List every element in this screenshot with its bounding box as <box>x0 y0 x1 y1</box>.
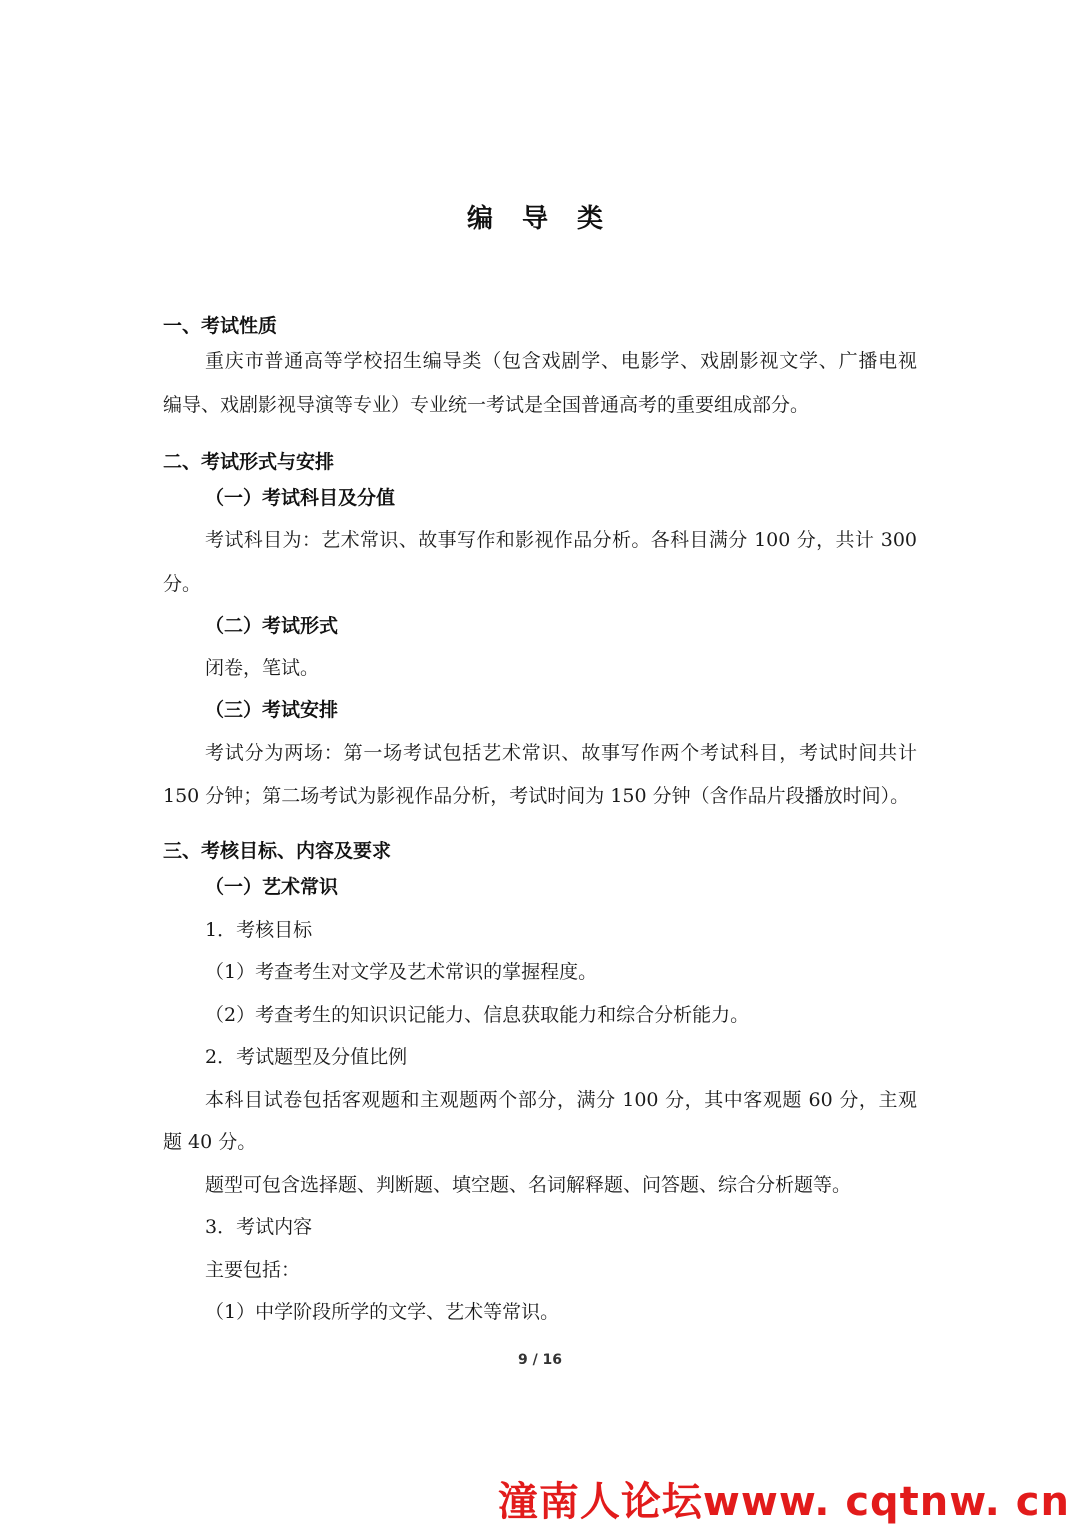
paragraph-line: 分。 <box>163 573 202 595</box>
section-heading-1: 一、考试性质 <box>163 315 278 337</box>
paragraph-line: 150 分钟；第二场考试为影视作品分析，考试时间为 150 分钟（含作品片段播放时间）。 <box>163 785 910 807</box>
paragraph-line: 重庆市普通高等学校招生编导类（包含戏剧学、电影学、戏剧影视文学、广播电视 <box>205 350 917 372</box>
subsection-heading: （一）考试科目及分值 <box>205 487 396 509</box>
item-heading: 3．考试内容 <box>205 1216 313 1238</box>
paragraph-line: 闭卷，笔试。 <box>205 657 320 679</box>
item-heading: 1．考核目标 <box>205 919 313 941</box>
list-item: （1）中学阶段所学的文学、艺术等常识。 <box>205 1301 560 1323</box>
paragraph-line: 考试科目为：艺术常识、故事写作和影视作品分析。各科目满分 100 分，共计 300 <box>205 529 917 551</box>
list-item: （1）考查考生对文学及艺术常识的掌握程度。 <box>205 961 598 983</box>
subsection-heading: （三）考试安排 <box>205 699 339 721</box>
paragraph-line: 本科目试卷包括客观题和主观题两个部分，满分 100 分，其中客观题 60 分，主观 <box>205 1089 917 1111</box>
paragraph-line: 编导、戏剧影视导演等专业）专业统一考试是全国普通高考的重要组成部分。 <box>163 394 810 416</box>
page-title: 编 导 类 <box>466 204 614 234</box>
page-number: 9 / 16 <box>517 1352 563 1368</box>
subsection-heading: （一）艺术常识 <box>205 876 339 898</box>
section-heading-3: 三、考核目标、内容及要求 <box>163 840 392 862</box>
item-heading: 2．考试题型及分值比例 <box>205 1046 408 1068</box>
watermark: 潼南人论坛www. cqtnw. cn <box>497 1479 1070 1525</box>
paragraph-line: 题型可包含选择题、判断题、填空题、名词解释题、问答题、综合分析题等。 <box>205 1174 852 1196</box>
paragraph-line: 考试分为两场：第一场考试包括艺术常识、故事写作两个考试科目，考试时间共计 <box>205 742 917 764</box>
list-item: （2）考查考生的知识识记能力、信息获取能力和综合分析能力。 <box>205 1004 750 1026</box>
section-heading-2: 二、考试形式与安排 <box>163 451 335 473</box>
paragraph-line: 题 40 分。 <box>163 1131 257 1153</box>
subsection-heading: （二）考试形式 <box>205 615 339 637</box>
paragraph-line: 主要包括： <box>205 1259 301 1281</box>
